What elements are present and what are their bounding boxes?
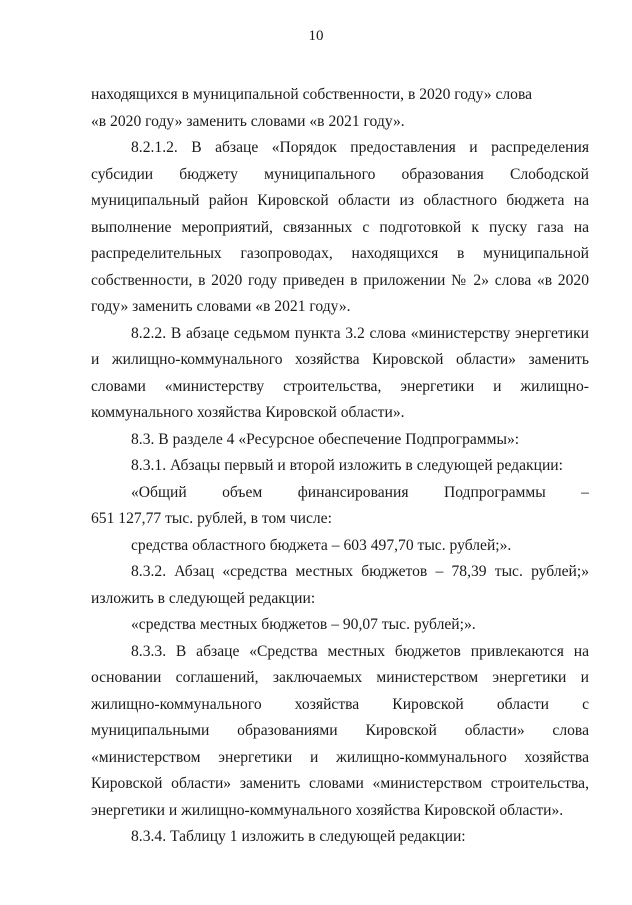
paragraph-8-3: 8.3. В разделе 4 «Ресурсное обеспечение Подпрограммы»: <box>131 430 520 448</box>
paragraph-financing-total: 651 127,77 тыс. рублей, в том числе: <box>91 510 332 527</box>
paragraph-8-2-1-2: 8.2.1.2. В абзаце «Порядок предоставления и распределения субсидии бюджету муниципального образования Слободской муниципальный район Кировской области из областного бюджета на выполнение мероприятий, связанных с подготовкой к пуску газа на распределительных газопроводах, находящихся в муниципальной собственности, в 2020 году приведен в приложении № 2» слова «в 2020 году» заменить словами «в 2021 году». <box>91 139 589 315</box>
justified-line: находящихся в муниципальной собственности, в 2020 году» слова <box>91 86 533 103</box>
paragraph-local-budgets: «средства местных бюджетов – 90,07 тыс. рублей;». <box>131 616 476 633</box>
document-body <box>91 82 589 851</box>
paragraph-8-3-2: 8.3.2. Абзац «средства местных бюджетов – 78,39 тыс. рублей;» изложить в следующей редакции: <box>91 563 589 607</box>
paragraph-8-3-4: 8.3.4. Таблицу 1 изложить в следующей редакции: <box>131 828 466 845</box>
paragraph-regional-budget: средства областного бюджета – 603 497,70 тыс. рублей;». <box>131 536 512 554</box>
page-number: 10 <box>308 28 324 44</box>
paragraph-continuation-end: «в 2020 году» заменить словами «в 2021 году». <box>91 112 405 130</box>
paragraph-continuation <box>91 82 589 109</box>
paragraph-8-3-3: 8.3.3. В абзаце «Средства местных бюджетов привлекаются на основании соглашений, заключаемых министерством энергетики и жилищно-коммунального хозяйства Кировской области с муниципальными образованиями Кировской области» слова «министерством энергетики и жилищно-коммунального хозяйства Кировской области» заменить словами «министерством строительства, энергетики и жилищно-коммунального хозяйства Кировской области». <box>91 642 589 819</box>
paragraph-8-3-1: 8.3.1. Абзацы первый и второй изложить в следующей редакции: <box>131 457 563 474</box>
justified-line-financing: «Общий объем финансирования Подпрограммы – <box>131 483 589 501</box>
paragraph-8-2-2: 8.2.2. В абзаце седьмом пункта 3.2 слова «министерству энергетики и жилищно-коммунального хозяйства Кировской области» заменить словами «министерству строительства, энергетики и жилищно-коммунального хозяйства Кировской области». <box>91 324 589 421</box>
